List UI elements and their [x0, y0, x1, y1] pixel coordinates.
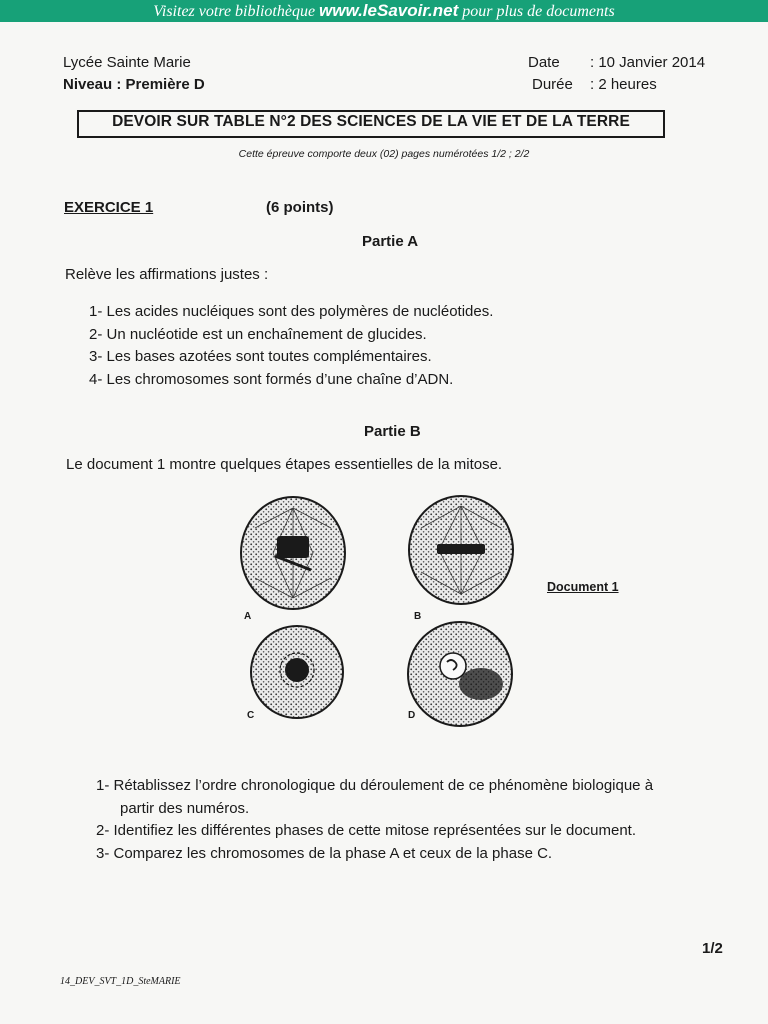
exam-title: DEVOIR SUR TABLE N°2 DES SCIENCES DE LA VIE ET DE LA TERRE: [112, 113, 630, 130]
question-item: 3- Comparez les chromosomes de la phase A et ceux de la phase C.: [96, 844, 553, 862]
part-a-instruction: Relève les affirmations justes :: [65, 266, 269, 283]
part-a-statements: [89, 301, 493, 391]
banner-prefix: Visitez votre bibliothèque: [153, 3, 316, 20]
cell-a-illustration: [241, 497, 345, 609]
cell-label-d: D: [408, 710, 416, 721]
top-banner: [0, 0, 768, 22]
statement-item: 3- Les bases azotées sont toutes complémentaires.: [89, 348, 432, 365]
part-b-questions: [96, 775, 653, 865]
exam-title-box: [77, 110, 665, 138]
page-number: 1/2: [702, 940, 723, 957]
date-label: Date: [528, 54, 560, 71]
duration-value: : 2 heures: [590, 76, 657, 93]
part-b-intro: Le document 1 montre quelques étapes essentielles de la mitose.: [66, 456, 503, 473]
part-b-title: Partie B: [364, 423, 421, 440]
duration-label: Durée: [532, 76, 573, 93]
question-item: 1- Rétablissez l’ordre chronologique du déroulement de ce phénomène biologique à: [96, 777, 654, 794]
document-label: Document 1: [547, 580, 619, 594]
cell-label-a: A: [244, 611, 252, 622]
part-a-title: Partie A: [362, 233, 419, 250]
banner-site-link[interactable]: www.leSavoir.net: [319, 1, 459, 20]
level: Niveau : Première D: [63, 76, 205, 93]
exercise-label: EXERCICE 1: [64, 199, 154, 216]
question-item: 2- Identifiez les différentes phases de cette mitose représentées sur le document.: [96, 822, 637, 839]
date-value: : 10 Janvier 2014: [590, 54, 706, 71]
banner-suffix: pour plus de documents: [462, 3, 615, 20]
statement-item: 4- Les chromosomes sont formés d’une chaîne d’ADN.: [89, 370, 454, 388]
document-code: 14_DEV_SVT_1D_SteMARIE: [60, 976, 181, 987]
exercise-points: (6 points): [266, 199, 334, 216]
statement-item: 1- Les acides nucléiques sont des polymères de nucléotides.: [89, 303, 494, 320]
question-item: partir des numéros.: [120, 799, 250, 817]
page-count-note: Cette épreuve comporte deux (02) pages numérotées 1/2 ; 2/2: [238, 148, 530, 160]
cell-d-illustration: [408, 622, 512, 726]
mitosis-figure: [225, 488, 535, 728]
statement-item: 2- Un nucléotide est un enchaînement de glucides.: [89, 325, 427, 343]
school-name: Lycée Sainte Marie: [63, 54, 191, 71]
cell-label-b: B: [414, 611, 422, 622]
cell-b-illustration: [409, 496, 513, 604]
cell-c-illustration: [251, 626, 343, 718]
cell-label-c: C: [247, 710, 255, 721]
